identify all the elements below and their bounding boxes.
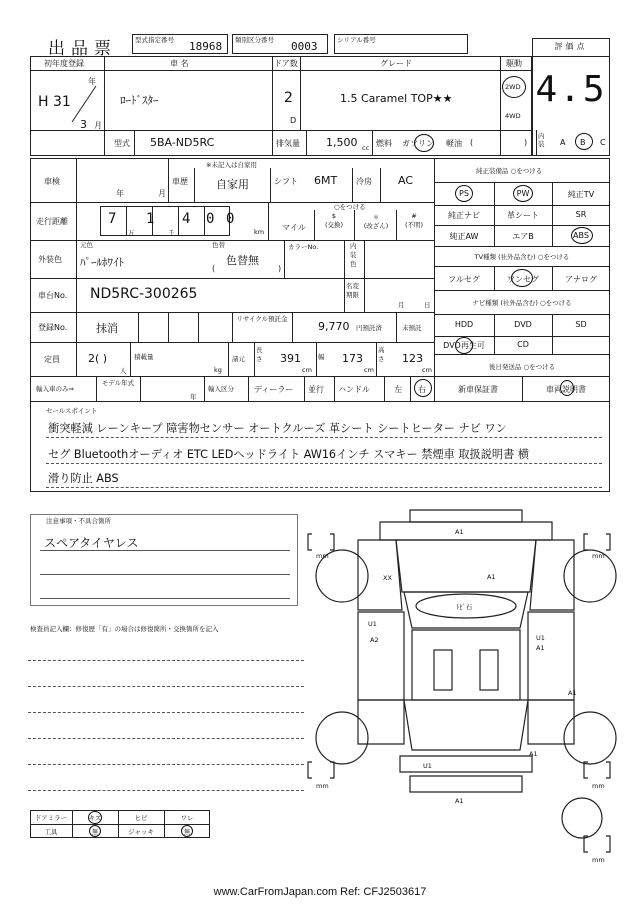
rear-right-wheel [564,712,616,764]
drive-4wd: 4WD [505,112,521,120]
mileage-modified: ＊ (改ざん) [363,213,389,230]
repaint-paren: ( [212,264,216,273]
parts-jack: ジャッキ [128,828,154,836]
fuel-paren: ( [470,138,474,147]
term-day: 日 [424,301,431,309]
repaint-paren-close: ) [278,264,282,273]
reg-year-suffix: 年 [88,77,96,86]
mark-xx: XX [383,574,392,582]
inspector-label: 検査員記入欄：修復歴「有」の場合は修復箇所・交換箇所を記入 [30,625,219,633]
equip-airbag: エアB [512,232,534,241]
trunk [404,700,528,750]
tv-header: TV種類 (社外品含む) ○をつける [474,253,570,261]
mileage-circle-note: ○をつける [334,203,366,211]
length-label: 長さ [256,346,263,363]
doors-label: ドア数 [274,59,298,68]
load-label: 積載量 [134,353,154,361]
sales-points-label: セールスポイント [46,407,98,415]
chassis-label: 車台No. [38,291,68,300]
std-equip-header: 純正装備品 ○をつける [476,167,543,175]
history-label: 車歴 [172,177,188,186]
tv-oneseg-circle [511,269,533,287]
bracket-spare-r [606,836,610,852]
reg-month-suffix: 月 [94,121,102,130]
inspection-label: 車検 [44,177,60,186]
bracket-fl-r [330,534,334,550]
displacement-value: 1,500 [326,136,358,149]
model-cert-label: 型式指定番号 [135,36,174,44]
length-value: 391 [280,352,301,365]
parts-tools-value: 無 [91,828,99,836]
mark-rear-right-a1: A1 [568,689,577,697]
width-unit: cm [364,366,374,374]
model-cert-box [132,34,228,54]
handle-label: ハンドル [338,385,370,394]
sales-point-line-3: 滑り防止 ABS [48,472,119,485]
bracket-rl-r [330,762,334,778]
mileage-digit-4: 0 [206,211,215,227]
bracket-fr-r [606,534,610,550]
tv-oneseg: ワンセグ [507,275,539,284]
drive-2wd: 2WD [505,83,521,91]
displacement-unit: cc [362,144,370,152]
color-no-label: カラーNo. [288,243,319,251]
mileage-unit-man: 万 [128,229,135,237]
reg-no-value: 抹消 [96,322,118,335]
spare-wheel [562,798,602,838]
navi-dvd: DVD [514,320,532,329]
right-seat [480,650,498,690]
capacity-label: 定員 [44,355,60,364]
interior-c: C [600,138,606,147]
right-door [528,612,574,700]
mm-fr: mm [592,552,605,560]
repaint-value: 色替無 [226,254,259,267]
shift-label: シフト [274,177,298,186]
model-year-unit: 年 [190,393,197,401]
equip-leather: 革シート [507,211,539,220]
tv-analog: アナログ [565,275,597,284]
height-unit: cm [422,366,432,374]
rear-panel [400,756,532,772]
footer-ref: www.CarFromJapan.com Ref: CFJ2503617 [213,886,427,898]
interior-a: A [560,138,566,147]
interior-b: B [580,138,586,147]
capacity-value: 2( ) [88,352,108,365]
bracket-rl [308,762,312,778]
later-header: 後日発送品 ○をつける [488,363,556,371]
parts-mirror: ドアミラー [34,814,68,822]
mark-left-u1: U1 [368,620,377,628]
length-unit: cm [302,366,312,374]
equip-pw: PW [516,189,530,198]
equip-ps: PS [459,189,469,198]
category-label: 類別区分番号 [235,36,274,44]
term-month: 月 [398,301,405,309]
notes-line-1: スペアタイヤレス [44,536,139,550]
serial-box [334,34,468,54]
mark-top-a1: A1 [455,528,464,536]
score-value: 4.5 [535,69,607,110]
equip-tv: 純正TV [567,190,595,199]
model-value: 5BA-ND5RC [150,136,215,149]
navi-dvd-play-circle [455,337,473,354]
mark-roof: ﾄﾋﾞ石 [456,603,473,611]
tv-fullseg: フルセグ [448,275,480,284]
sales-point-line-1: 衝突軽減 レーンキープ 障害物センサー オートクルーズ 革シート シートヒーター ナビ ワン [48,422,507,435]
recycle-value: 9,770 [318,320,350,333]
inspection-month-unit: 月 [158,189,166,198]
mileage-digit-5: 0 [226,211,235,227]
car-diagram [300,500,630,870]
parts-scratch: キズ [88,814,102,822]
navi-hdd: HDD [454,320,474,329]
interior-label: 内装 [538,132,545,148]
original-color-value: ﾊﾟｰﾙﾎﾜｲﾄ [80,256,124,269]
left-front-fender [358,540,402,610]
equip-aw: 純正AW [449,232,479,241]
left-rear-quarter [358,700,404,744]
equip-abs-circle [571,227,593,244]
car-name-label: 車 名 [170,59,189,68]
notes-box [30,514,298,606]
left-seat [434,650,452,690]
rear-left-wheel [316,712,368,764]
fuel-gasoline-circle [414,134,434,152]
handle-left: 左 [394,385,402,394]
width-label: 幅 [318,353,325,361]
grade-value: 1.5 Caramel TOP★★ [340,92,453,105]
ac-label: 冷房 [356,177,372,186]
grade-label: グレード [380,59,412,68]
cabin [412,630,520,700]
mark-right-u1: U1 [536,634,545,642]
mileage-mile: マイル [282,223,306,232]
recycle-label: リサイクル預託金 [236,315,288,323]
interior-b-circle [575,133,593,150]
fuel-gasoline: ガソリン [402,139,434,148]
parts-scratch-circle [88,811,102,824]
left-door [358,612,404,700]
parts-crack: ヒビ [134,814,148,822]
handle-right-circle [414,379,432,397]
repaint-label: 色替 [212,241,225,249]
height-label: 高さ [378,346,385,363]
mm-spare: mm [592,856,605,864]
right-rear-quarter [528,700,574,744]
equip-sr: SR [575,210,587,219]
history-value: 自家用 [216,178,249,191]
mark-right-a1: A1 [536,644,545,652]
mileage-label: 走行距離 [36,217,68,226]
mileage-digit-2: 1 [146,211,155,227]
mileage-digit-3: 4 [182,211,191,227]
import-label: 輸入車のみ⇒ [36,385,74,393]
parts-jack-value: 無 [183,828,191,836]
front-apron [380,522,552,540]
displacement-label: 排気量 [276,139,300,148]
reg-year: H 31 [38,94,71,110]
mark-quarter-a1: A1 [529,750,538,758]
height-value: 123 [402,352,423,365]
term-label: 名変期限 [346,282,359,299]
handle-right: 右 [418,385,426,394]
navi-sd: SD [575,320,587,329]
mileage-unit-km: km [254,228,265,236]
mark-left-a2: A2 [370,636,379,644]
right-front-fender [530,540,574,610]
parts-break: ワレ [180,814,194,822]
notes-label: 注意事項・不具合箇所 [46,517,111,525]
later-manual: 車両説明書 [546,385,586,394]
parts-jack-circle [181,825,193,837]
rear-bumper [410,776,522,792]
color-label: 外装色 [38,255,62,264]
reg-no-label: 登録No. [38,323,68,332]
bracket-rr-r [606,762,610,778]
fuel-diesel: 軽油 [446,139,462,148]
shift-value: 6MT [314,174,338,187]
navi-cd: CD [517,340,529,349]
mileage-unit-sen: 千 [168,229,175,237]
doors-type: D [290,116,297,125]
mark-hood-a1: A1 [487,573,496,581]
category-box [232,34,328,54]
later-manual-circle [560,380,574,396]
mm-rr: mm [592,782,605,790]
first-reg-label: 初年度登録 [44,59,84,68]
load-unit: kg [214,366,222,374]
bracket-spare [584,836,588,852]
bracket-fr [584,534,588,550]
mileage-unknown: # (不明) [404,212,424,229]
width-value: 173 [342,352,363,365]
drive-label: 駆動 [506,59,522,68]
mm-rl: mm [316,782,329,790]
later-warranty: 新車保証書 [458,385,498,394]
capacity-unit: 人 [120,367,127,375]
parallel-label: 並行 [308,385,324,394]
hood [396,540,536,592]
model-label: 型式 [114,139,130,148]
inspection-year-unit: 年 [116,189,124,198]
recycle-not: 未預託 [402,324,422,332]
model-cert-value: 18968 [189,40,223,53]
original-color-label: 元色 [80,241,93,249]
mark-bumper-a1: A1 [455,797,464,805]
bracket-fl [308,534,312,550]
score-label: 評価点 [533,41,609,57]
parts-tools-circle [89,825,101,837]
equip-navi: 純正ナビ [448,211,480,220]
interior-color-label: 内装色 [350,242,357,268]
dims-label: 諸元 [232,355,245,363]
equip-ps-circle [455,185,473,202]
navi-header: ナビ種類 (社外品含む) ○をつける [472,299,572,307]
reg-month: 3 [80,118,87,131]
history-note: ※未記入は自家用 [206,161,257,169]
equip-abs: ABS [573,231,589,240]
fuel-label: 燃料 [376,139,392,148]
parts-tools: 工具 [44,828,58,836]
dealer-label: ディーラー [254,385,294,394]
front-right-wheel [564,550,616,602]
ac-value: AC [398,174,414,187]
serial-label: シリアル番号 [337,36,376,44]
sales-point-line-2: セグ Bluetoothオーディオ ETC LEDヘッドライト AW16インチ スマキー 禁煙車 取扱説明書 横 [48,448,530,461]
mileage-digit-1: 7 [108,211,117,227]
mark-rear-u1: U1 [423,762,432,770]
fuel-paren-close: ) [524,138,528,147]
front-bumper [410,510,522,522]
import-type-label: 輸入区分 [208,385,234,393]
category-value: 0003 [291,40,318,53]
chassis-value: ND5RC-300265 [90,286,198,302]
car-name: ﾛｰﾄﾞｽﾀｰ [120,94,159,107]
navi-dvd-play: DVD再生可 [443,341,485,350]
model-year-label: モデル年式 [101,379,135,387]
mm-fl: mm [316,552,329,560]
document-title: 出品票 [48,39,117,59]
doors-count: 2 [284,90,293,106]
recycle-deposited: 円預託済 [356,324,382,332]
equip-pw-circle [513,185,533,202]
mileage-exchange: $ (交換) [324,212,344,229]
